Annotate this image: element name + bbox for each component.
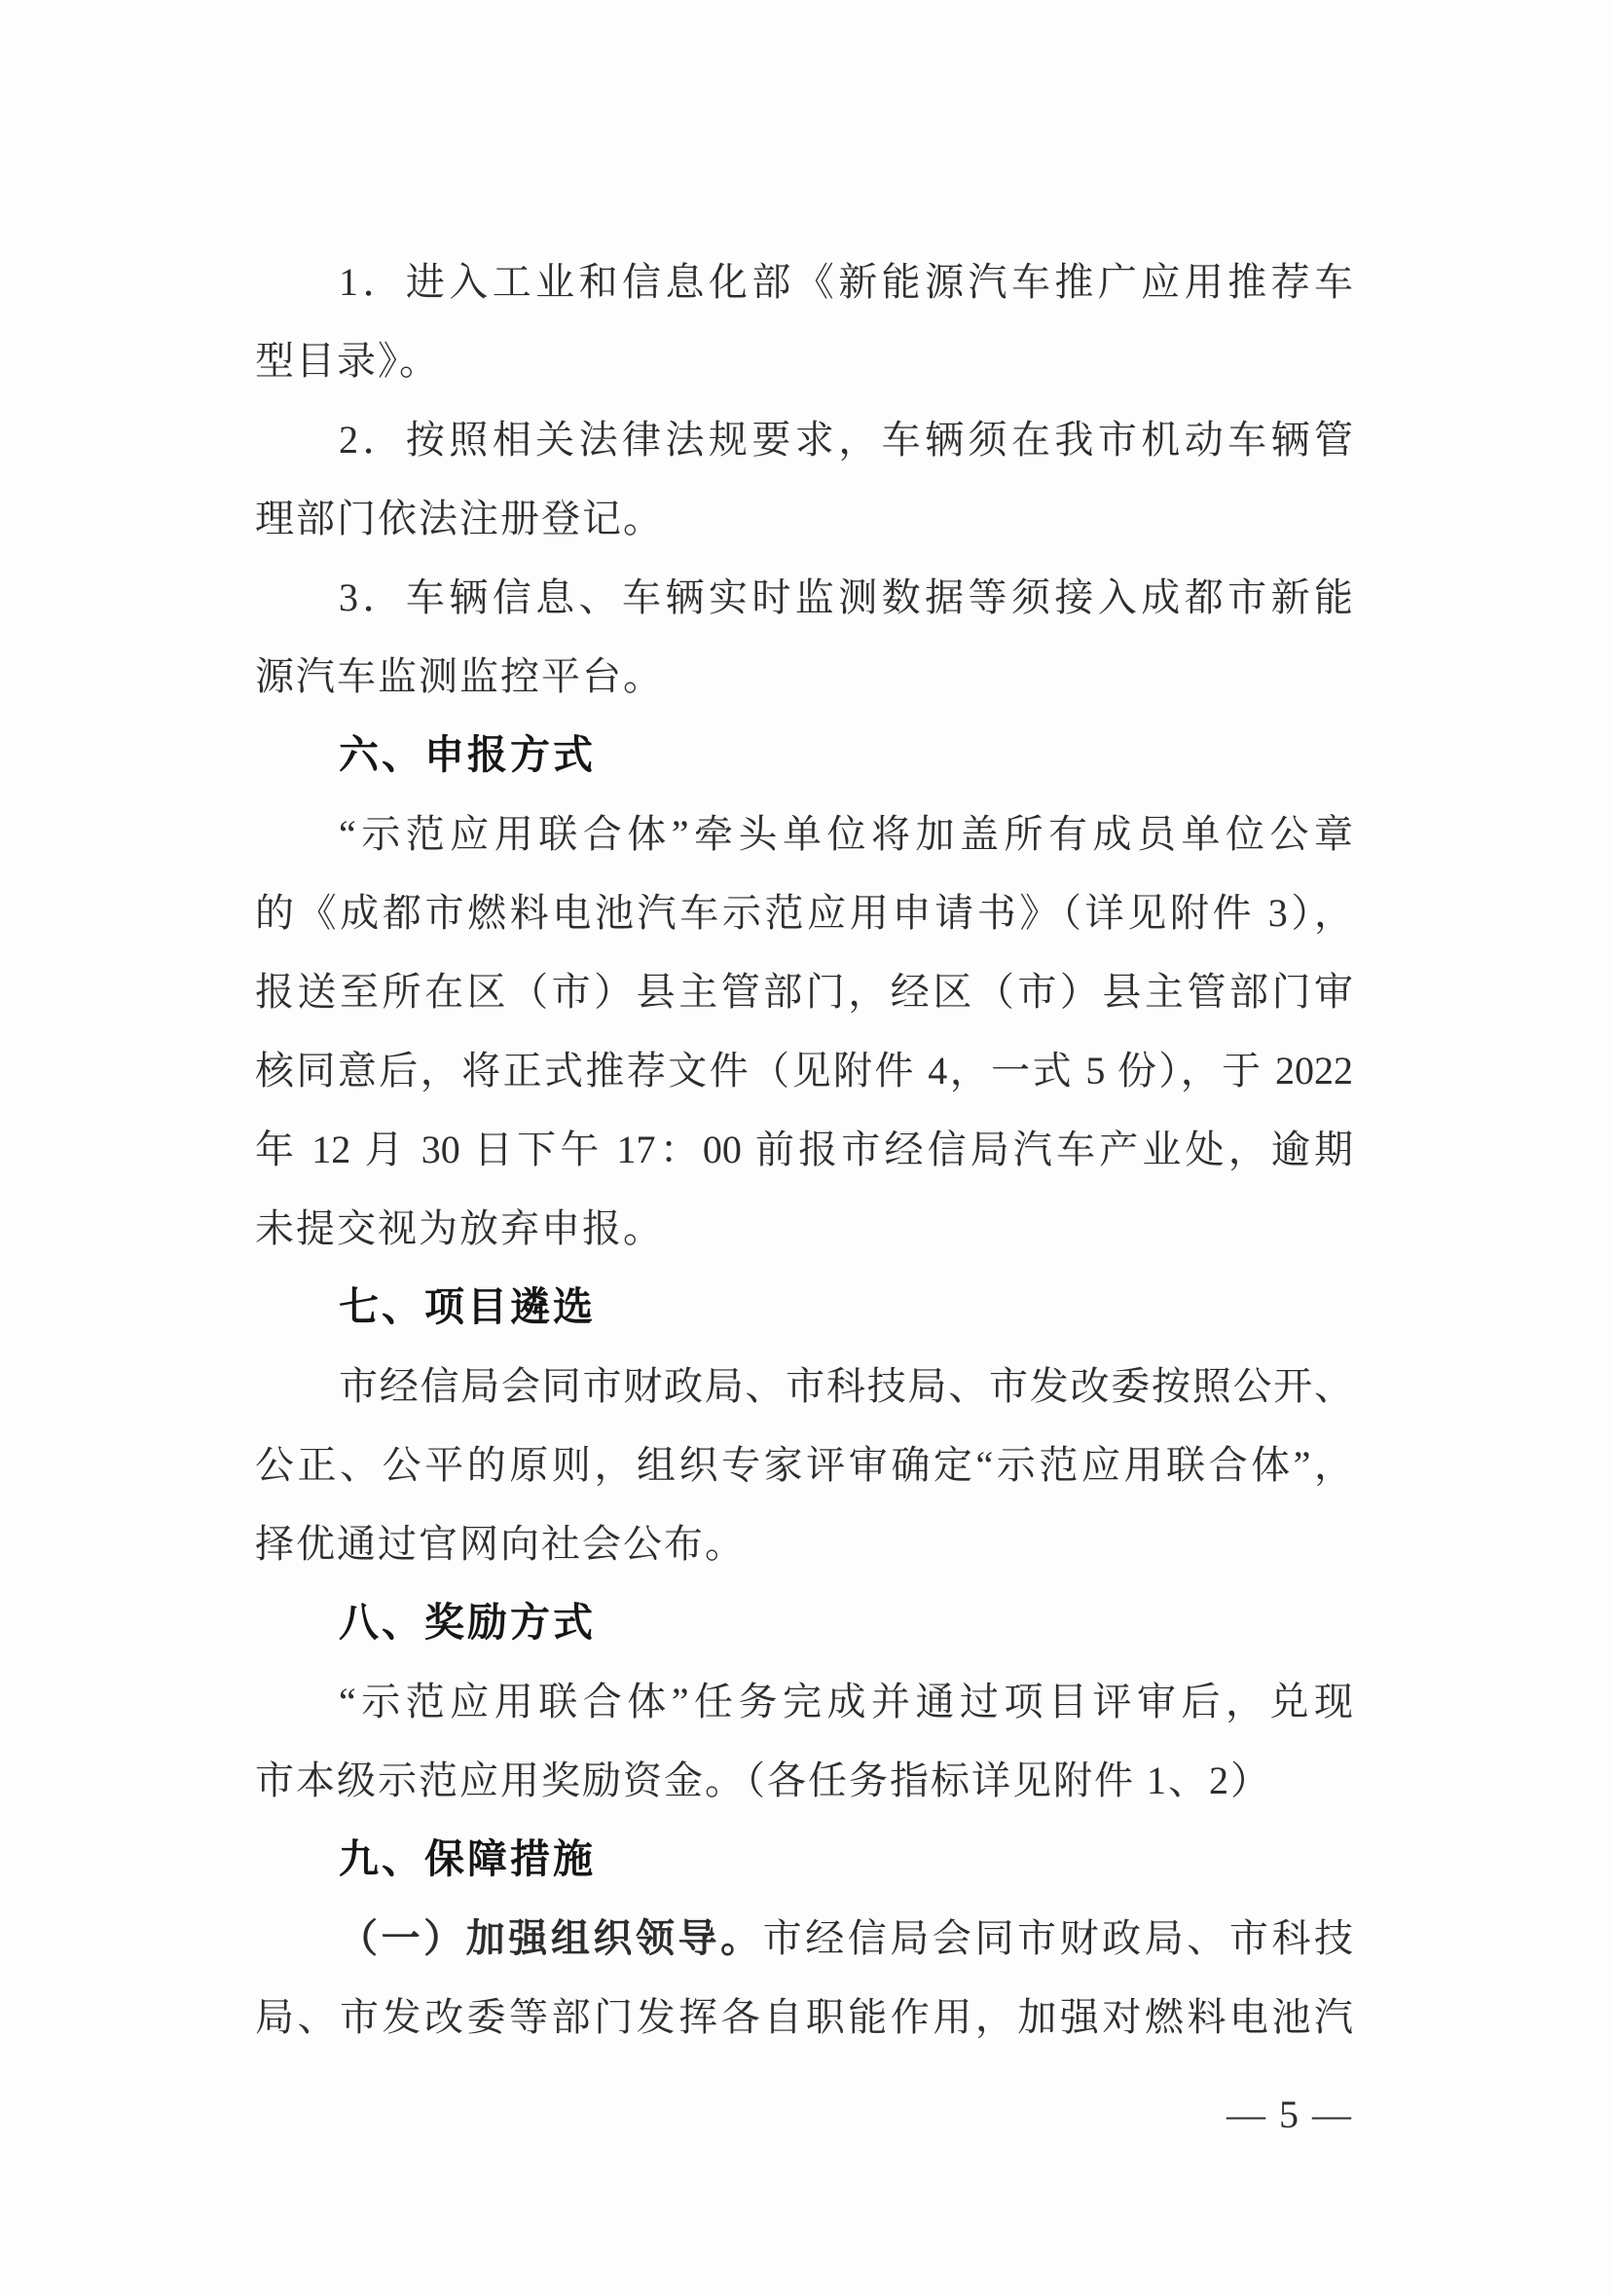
text-run: 2．按照相关法律法规要求，车辆须在我市机动车辆管: [339, 418, 1353, 462]
text-run: 年 12 月 30 日下午 17：00 前报市经信局汽车产业处，逾期: [255, 1128, 1353, 1171]
text-line: [255, 1426, 1353, 1504]
document-body: [255, 242, 1353, 2056]
text-run: 局、市发改委等部门发挥各自职能作用，加强对燃料电池汽: [255, 1995, 1353, 2039]
text-run: 未提交视为放弃申报。: [255, 1206, 664, 1250]
section-heading: [255, 1268, 1353, 1347]
text-line: [255, 1504, 1353, 1583]
bold-text-run: 九、保障措施: [339, 1836, 596, 1881]
page-number: — 5 —: [1227, 2092, 1353, 2136]
text-line: [255, 321, 1353, 400]
text-run: 的《成都市燃料电池汽车示范应用申请书》（详见附件 3），: [255, 891, 1353, 935]
text-line: [255, 1189, 1353, 1268]
text-line: [255, 479, 1353, 558]
text-run: 型目录》。: [255, 339, 440, 383]
text-run: 市经信局会同市财政局、市科技: [762, 1916, 1354, 1960]
text-line: [255, 1899, 1353, 1978]
text-run: 1．进入工业和信息化部《新能源汽车推广应用推荐车: [339, 260, 1353, 304]
text-line: [255, 1662, 1353, 1741]
text-run: 报送至所在区（市）县主管部门，经区（市）县主管部门审: [255, 970, 1353, 1014]
text-run: 理部门依法注册登记。: [255, 497, 664, 540]
bold-text-run: 七、项目遴选: [339, 1284, 596, 1329]
text-run: 公正、公平的原则，组织专家评审确定“示范应用联合体”，: [255, 1443, 1353, 1487]
text-run: 择优通过官网向社会公布。: [255, 1522, 746, 1566]
text-line: [255, 1741, 1353, 1820]
section-heading: [255, 1820, 1353, 1899]
text-run: 市本级示范应用奖励资金。（各任务指标详见附件 1、2）: [255, 1759, 1271, 1802]
section-heading: [255, 1583, 1353, 1662]
text-line: [255, 558, 1353, 637]
text-run: “示范应用联合体”任务完成并通过项目评审后，兑现: [339, 1680, 1353, 1723]
bold-text-run: 六、申报方式: [339, 732, 596, 777]
text-line: [255, 400, 1353, 479]
text-line: [255, 637, 1353, 716]
text-line: [255, 952, 1353, 1031]
text-run: 市经信局会同市财政局、市科技局、市发改委按照公开、: [339, 1364, 1353, 1408]
text-run: “示范应用联合体”牵头单位将加盖所有成员单位公章: [339, 812, 1353, 856]
section-heading: [255, 716, 1353, 795]
text-line: [255, 1110, 1353, 1189]
text-line: [255, 1031, 1353, 1110]
text-line: [255, 873, 1353, 952]
text-line: [255, 242, 1353, 321]
text-run: 源汽车监测监控平台。: [255, 654, 664, 698]
text-line: [255, 1347, 1353, 1426]
text-run: 核同意后，将正式推荐文件（见附件 4，一式 5 份），于 2022: [255, 1049, 1353, 1092]
bold-text-run: （一）加强组织领导。: [339, 1916, 763, 1960]
text-line: [255, 795, 1353, 873]
text-run: 3．车辆信息、车辆实时监测数据等须接入成都市新能: [339, 575, 1353, 619]
text-line: [255, 1978, 1353, 2056]
bold-text-run: 八、奖励方式: [339, 1600, 596, 1645]
